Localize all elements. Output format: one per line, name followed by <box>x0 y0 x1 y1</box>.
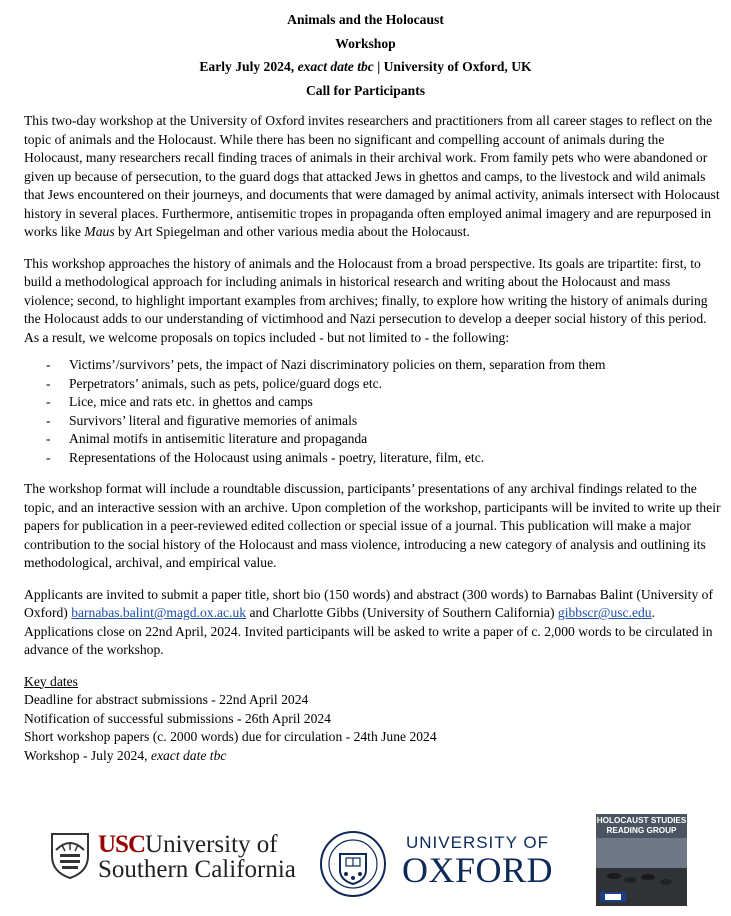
usc-abbr: USC <box>98 831 146 858</box>
key-date-item: Workshop - July 2024, exact date tbc <box>24 747 227 763</box>
key-dates <box>24 673 723 766</box>
call-heading: Call for Participants <box>305 82 426 98</box>
usc-seal-icon <box>48 830 92 880</box>
apply-paragraph: Applicants are invited to submit a paper title, short bio (150 words) and abstract (300 words) to Barnabas Balint (University of Oxford) barnabas.balint@magd.ox.ac.uk and Charlotte Gibbs (University of Southern California) gibbscr@usc.edu. Applications close on 22nd April, 2024. Invited participants will be asked to write a paper of c. 2,000 words to be circulated in advance of the workshop. <box>24 586 713 657</box>
list-item: - Animal motifs in antisemitic literature and propaganda <box>24 430 723 449</box>
key-date-item: Short workshop papers (c. 2000 words) due for circulation - 24th June 2024 <box>24 729 437 744</box>
email-link-gibbs[interactable]: gibbscr@usc.edu <box>557 605 652 620</box>
key-dates-title: Key dates <box>24 673 78 689</box>
header <box>0 0 731 102</box>
document-title: Animals and the Holocaust <box>287 12 444 27</box>
format-paragraph: The workshop format will include a roundtable discussion, participants’ presentations of any archival findings related to the topic, and an interactive session with an archive. Upon completion of the workshop, participants will be invited to write up their papers for publication in a peer-reviewed edited collection or special issue of a journal. This publication will make a major contribution to the social history of the Holocaust and mass violence, introducing a new category of analysis and outlining its methodological, archival, and empirical value. <box>24 481 721 570</box>
oxford-logo: UNIVERSITY OF OXFORD <box>402 833 554 890</box>
list-item: - Victims’/survivors’ pets, the impact of Nazi discriminatory policies on them, separation from them <box>24 356 723 375</box>
list-item: - Survivors’ literal and figurative memories of animals <box>24 412 723 431</box>
list-item: - Lice, mice and rats etc. in ghettos and camps <box>24 393 723 412</box>
reading-group-logo: HOLOCAUST STUDIES READING GROUP <box>596 814 687 906</box>
intro-paragraph: This two-day workshop at the University of Oxford invites researchers and practitioners from all career stages to reflect on the topic of animals and the Holocaust. While there has been no significant and compelling account of animals during the Holocaust, many researchers recall finding traces of animals in their archival work. From family pets who were abandoned or given up because of persecution, to the guard dogs that attacked Jews in ghettos and camps, to the livestock and wild animals that Jews encountered on their journeys, and documents that were damaged by animal activity, animals intersect with Holocaust history in several places. Furthermore, antisemitic tropes in propaganda often employed animal imagery and are repurposed in works like Maus by Art Spiegelman and other various media about the Holocaust. <box>24 113 720 239</box>
document-body <box>24 112 723 765</box>
maus-title: Maus <box>84 224 115 239</box>
oxford-seal-icon <box>318 824 388 904</box>
approach-paragraph: This workshop approaches the history of animals and the Holocaust from a broad perspective. Its goals are tripartite: first, to build a methodological approach for including animals in historical research and writing about the Holocaust and mass violence; second, to highlight important examples from archives; finally, to explore how writing the history of animals during the Holocaust adds to our understanding of victimhood and Nazi persecution to develop a deeper social history of this period. As a result, we welcome proposals on topics included - but not limited to - the following: <box>24 255 708 345</box>
document-subtitle: Workshop <box>335 35 396 51</box>
list-item: - Representations of the Holocaust using animals - poetry, literature, film, etc. <box>24 449 723 468</box>
key-date-item: Deadline for abstract submissions - 22nd April 2024 <box>24 692 309 707</box>
logo-strip <box>0 812 731 912</box>
key-date-item: Notification of successful submissions - 26th April 2024 <box>24 710 331 726</box>
usc-logo: USCUniversity of Southern California <box>48 830 92 885</box>
date-line: Early July 2024, exact date tbc | University of Oxford, UK <box>199 59 532 74</box>
list-item: - Perpetrators’ animals, such as pets, police/guard dogs etc. <box>24 375 723 394</box>
email-link-balint[interactable]: barnabas.balint@magd.ox.ac.uk <box>71 605 247 620</box>
topics-list <box>24 356 723 467</box>
